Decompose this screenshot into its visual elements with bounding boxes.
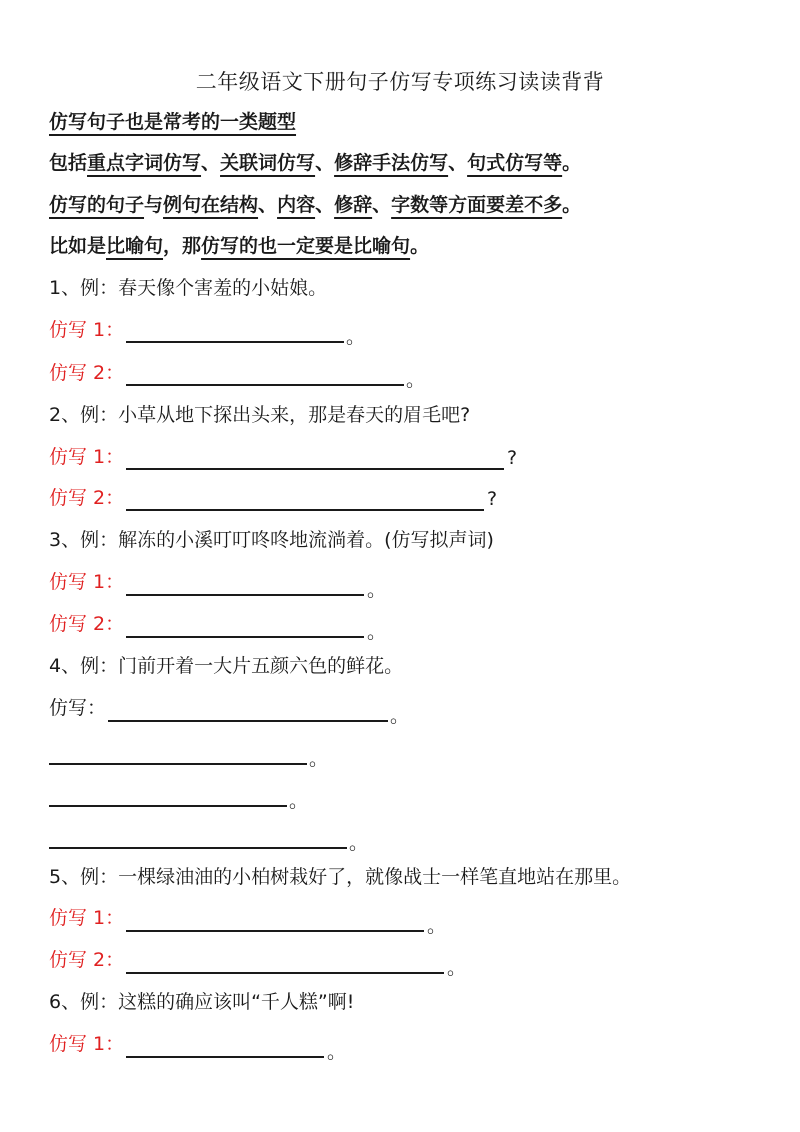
- answer-end-mark: 。: [427, 915, 447, 937]
- question-prompt: 3、例：解冻的小溪叮叮咚咚地流淌着。(仿写拟声词): [49, 529, 494, 551]
- intro-3-seg-8: 字数等方面要差不多: [391, 194, 563, 216]
- intro-3-seg-9: 。: [562, 194, 582, 216]
- intro-3-seg-1: 与: [144, 194, 164, 216]
- answer-label: 仿写 1：: [49, 907, 125, 929]
- intro-2-seg-1: 重点字词仿写: [87, 152, 202, 174]
- question-prompt: 5、例：一棵绿油油的小柏树栽好了，就像战士一样笔直地站在那里。: [49, 866, 632, 888]
- answer-blank[interactable]: [49, 763, 307, 765]
- intro-2-seg-3: 关联词仿写: [220, 152, 316, 174]
- intro-2-seg-2: 、: [201, 152, 221, 174]
- intro-4-seg-0: 比如是: [49, 235, 107, 257]
- answer-label: 仿写 1：: [49, 319, 125, 341]
- intro-2-seg-6: 、: [448, 152, 468, 174]
- page-title: 二年级语文下册句子仿写专项练习读读背背: [195, 70, 605, 94]
- answer-end-mark: 。: [289, 790, 309, 812]
- answer-blank[interactable]: [108, 720, 388, 722]
- intro-2-seg-4: 、: [315, 152, 335, 174]
- answer-blank[interactable]: [126, 509, 484, 511]
- answer-label: 仿写 2：: [49, 949, 125, 971]
- answer-blank[interactable]: [126, 594, 364, 596]
- intro-line-1: [49, 107, 296, 137]
- answer-end-mark: 。: [346, 326, 366, 348]
- question-prompt: 1、例：春天像个害羞的小姑娘。: [49, 277, 328, 299]
- intro-3-seg-7: 、: [372, 194, 392, 216]
- intro-1-seg-1: 也是常考的一类题型: [125, 111, 297, 133]
- answer-blank[interactable]: [49, 805, 287, 807]
- intro-line-3: [49, 190, 581, 220]
- intro-2-seg-8: 。: [562, 152, 582, 174]
- intro-line-4: [49, 231, 429, 261]
- intro-line-2: [49, 148, 581, 178]
- answer-label: 仿写 2：: [49, 362, 125, 384]
- question-prompt: 4、例：门前开着一大片五颜六色的鲜花。: [49, 655, 404, 677]
- intro-4-seg-3: 仿写的也一定要是比喻句: [201, 235, 411, 257]
- intro-3-seg-0: 仿写的句子: [49, 194, 145, 216]
- answer-blank[interactable]: [126, 930, 424, 932]
- intro-2-seg-5: 修辞手法仿写: [334, 152, 449, 174]
- answer-end-mark: ?: [487, 488, 498, 510]
- answer-blank[interactable]: [49, 847, 347, 849]
- answer-blank[interactable]: [126, 384, 404, 386]
- answer-end-mark: 。: [309, 748, 329, 770]
- answer-end-mark: ?: [507, 447, 518, 469]
- answer-blank[interactable]: [126, 972, 444, 974]
- question-prompt: 6、例：这糕的确应该叫“千人糕”啊!: [49, 991, 355, 1013]
- intro-4-seg-1: 比喻句: [106, 235, 164, 257]
- answer-blank[interactable]: [126, 636, 364, 638]
- answer-end-mark: 。: [367, 579, 387, 601]
- answer-label: 仿写：: [49, 697, 107, 719]
- answer-label: 仿写 2：: [49, 613, 125, 635]
- answer-label: 仿写 1：: [49, 446, 125, 468]
- intro-2-seg-0: 包括: [49, 152, 88, 174]
- intro-3-seg-6: 修辞: [334, 194, 373, 216]
- intro-2-seg-7: 句式仿写等: [467, 152, 563, 174]
- answer-end-mark: 。: [327, 1041, 347, 1063]
- answer-blank[interactable]: [126, 1056, 324, 1058]
- answer-end-mark: 。: [390, 705, 410, 727]
- intro-3-seg-3: 、: [258, 194, 278, 216]
- answer-label: 仿写 1：: [49, 571, 125, 593]
- intro-3-seg-4: 内容: [277, 194, 316, 216]
- answer-label: 仿写 2：: [49, 487, 125, 509]
- intro-4-seg-2: ，那: [163, 235, 202, 257]
- answer-blank[interactable]: [126, 341, 344, 343]
- answer-end-mark: 。: [367, 621, 387, 643]
- answer-end-mark: 。: [447, 957, 467, 979]
- answer-end-mark: 。: [349, 832, 369, 854]
- answer-label: 仿写 1：: [49, 1033, 125, 1055]
- answer-blank[interactable]: [126, 468, 504, 470]
- answer-end-mark: 。: [406, 369, 426, 391]
- intro-4-seg-4: 。: [410, 235, 430, 257]
- intro-1-seg-0: 仿写句子: [49, 111, 126, 133]
- question-prompt: 2、例：小草从地下探出头来，那是春天的眉毛吧?: [49, 404, 471, 426]
- intro-3-seg-2: 例句在结构: [163, 194, 259, 216]
- intro-3-seg-5: 、: [315, 194, 335, 216]
